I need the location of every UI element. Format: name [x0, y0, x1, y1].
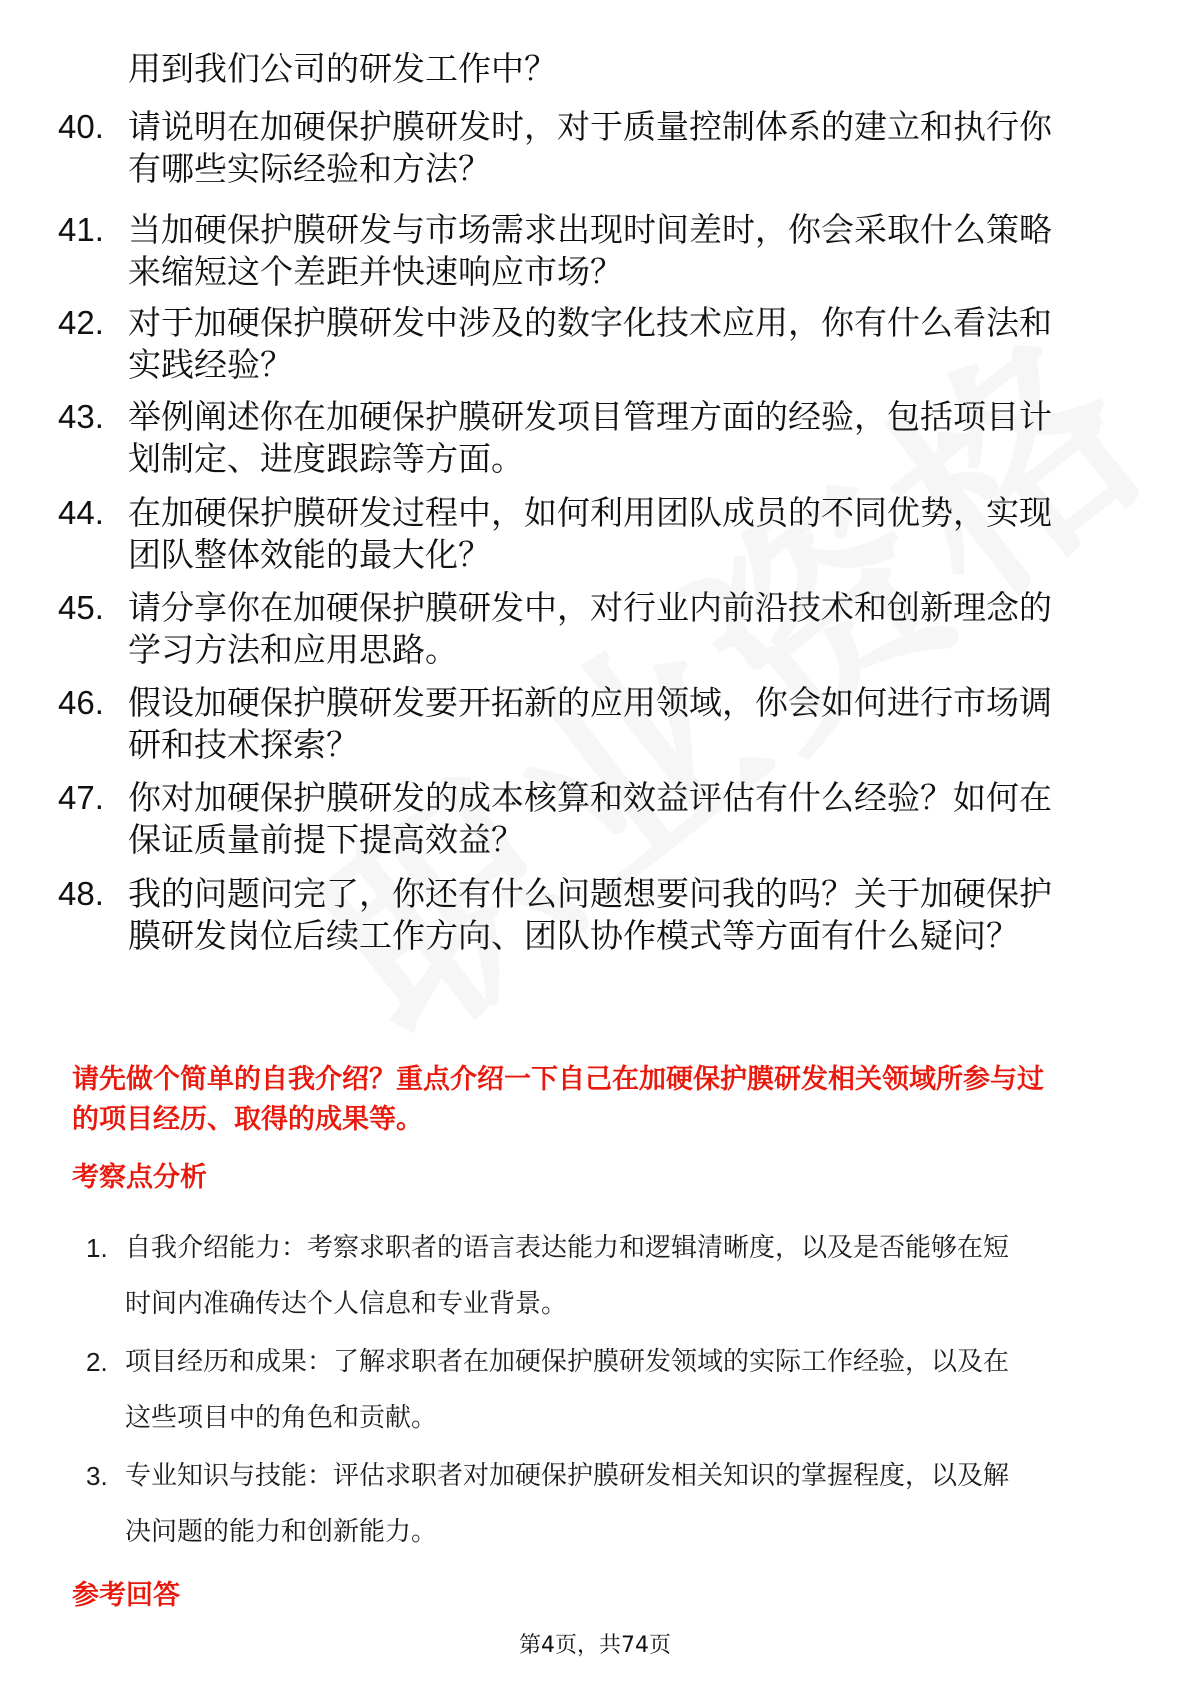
question-number: 45. — [58, 589, 104, 626]
featured-question-line: 的项目经历、取得的成果等。 — [72, 1104, 423, 1135]
question-line: 来缩短这个差距并快速响应市场？ — [128, 252, 623, 291]
question-number: 41. — [58, 211, 104, 248]
question-line: 请说明在加硬保护膜研发时，对于质量控制体系的建立和执行你 — [128, 107, 1052, 146]
question-line: 研和技术探索？ — [128, 725, 359, 764]
question-line: 假设加硬保护膜研发要开拓新的应用领域，你会如何进行市场调 — [128, 683, 1052, 722]
question-line: 膜研发岗位后续工作方向、团队协作模式等方面有什么疑问？ — [128, 916, 1019, 955]
analysis-heading: 考察点分析 — [72, 1162, 207, 1193]
question-number: 43. — [58, 398, 104, 435]
question-line: 划制定、进度跟踪等方面。 — [128, 439, 524, 478]
analysis-line: 专业知识与技能：评估求职者对加硬保护膜研发相关知识的掌握程度，以及解 — [125, 1461, 1010, 1491]
question-number: 42. — [58, 304, 104, 341]
question-line: 团队整体效能的最大化？ — [128, 535, 491, 574]
page-number-footer: 第4页，共74页 — [519, 1633, 671, 1658]
question-text — [128, 492, 1118, 576]
analysis-text — [125, 1334, 1125, 1446]
question-number: 47. — [58, 779, 104, 816]
question-number: 46. — [58, 684, 104, 721]
question-number: 44. — [58, 494, 104, 531]
analysis-number: 2. — [86, 1347, 108, 1377]
question-line: 在加硬保护膜研发过程中，如何利用团队成员的不同优势，实现 — [128, 493, 1052, 532]
question-line: 你对加硬保护膜研发的成本核算和效益评估有什么经验？如何在 — [128, 778, 1052, 817]
question-text — [128, 777, 1118, 861]
featured-question — [72, 1060, 1132, 1140]
question-line: 我的问题问完了，你还有什么问题想要问我的吗？关于加硬保护 — [128, 874, 1052, 913]
question-text — [128, 209, 1118, 293]
analysis-text — [125, 1448, 1125, 1560]
analysis-line: 时间内准确传达个人信息和专业背景。 — [125, 1289, 568, 1319]
reference-answer-heading: 参考回答 — [72, 1580, 180, 1611]
question-line: 保证质量前提下提高效益？ — [128, 820, 524, 859]
continuation-line: 用到我们公司的研发工作中？ — [128, 49, 557, 88]
question-text — [128, 396, 1118, 480]
question-line: 学习方法和应用思路。 — [128, 630, 458, 669]
analysis-line: 这些项目中的角色和贡献。 — [125, 1403, 438, 1433]
question-line: 举例阐述你在加硬保护膜研发项目管理方面的经验，包括项目计 — [128, 397, 1052, 436]
question-line: 当加硬保护膜研发与市场需求出现时间差时，你会采取什么策略 — [128, 210, 1052, 249]
question-line: 对于加硬保护膜研发中涉及的数字化技术应用，你有什么看法和 — [128, 303, 1052, 342]
analysis-line: 项目经历和成果：了解求职者在加硬保护膜研发领域的实际工作经验，以及在 — [125, 1347, 1010, 1377]
question-text — [128, 873, 1118, 957]
analysis-number: 1. — [86, 1233, 108, 1263]
question-line: 实践经验？ — [128, 345, 293, 384]
question-text — [128, 106, 1118, 190]
featured-question-line: 请先做个简单的自我介绍？重点介绍一下自己在加硬保护膜研发相关领域所参与过 — [72, 1064, 1044, 1095]
analysis-text — [125, 1220, 1125, 1332]
question-number: 40. — [58, 108, 104, 145]
question-line: 请分享你在加硬保护膜研发中，对行业内前沿技术和创新理念的 — [128, 588, 1052, 627]
analysis-line: 决问题的能力和创新能力。 — [125, 1517, 438, 1547]
question-text — [128, 682, 1118, 766]
question-line: 有哪些实际经验和方法？ — [128, 149, 491, 188]
question-number: 48. — [58, 875, 104, 912]
question-text — [128, 587, 1118, 671]
question-text — [128, 302, 1118, 386]
analysis-line: 自我介绍能力：考察求职者的语言表达能力和逻辑清晰度，以及是否能够在短 — [125, 1233, 1010, 1263]
analysis-number: 3. — [86, 1461, 108, 1491]
